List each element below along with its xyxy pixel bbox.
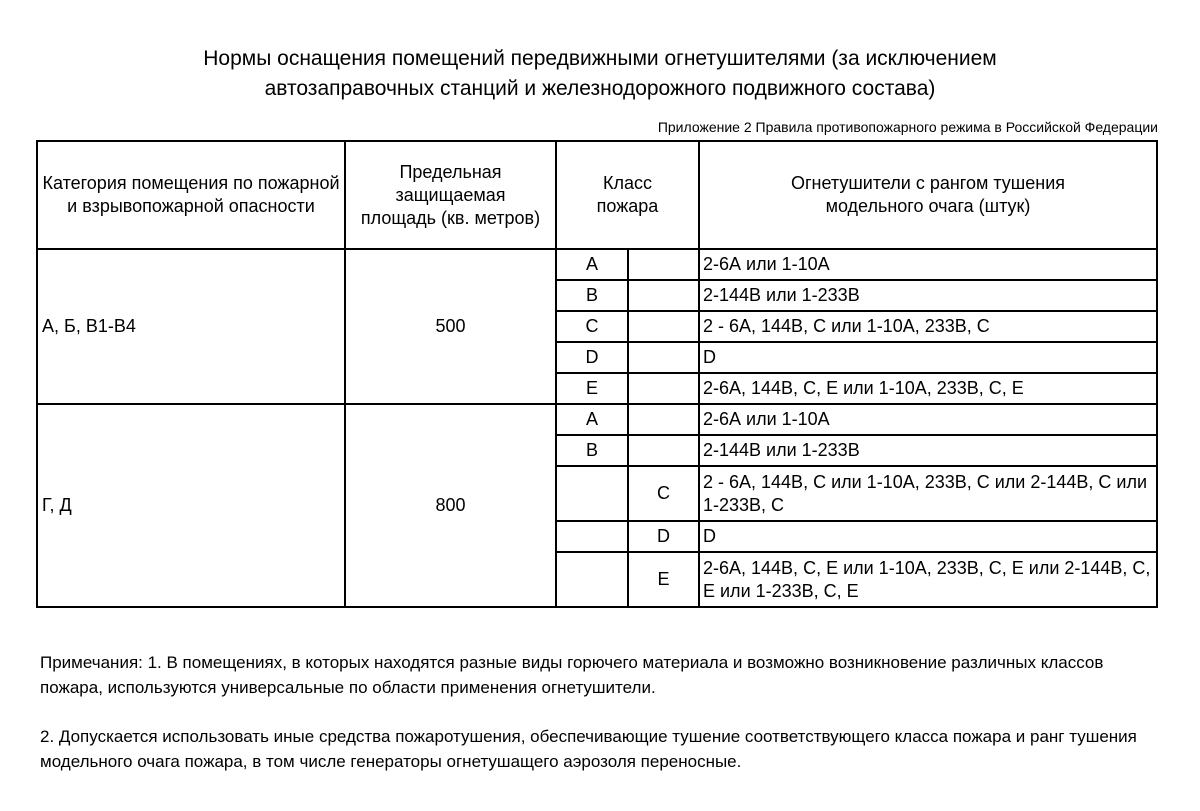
source-reference: Приложение 2 Правила противопожарного режима в Российской Федерации [657,119,1158,135]
empty-cell [628,404,699,435]
empty-cell [628,342,699,373]
fire-class-cell: D [556,342,628,373]
area-cell: 800 [345,404,556,607]
note-2: 2. Допускается использовать иные средства пожаротушения, обеспечивающие тушение соответствующего класса пожара и ранг тушения модельного очага пожара, в том числе генераторы огнетушащего аэрозоля переносные. [40,727,1137,771]
fire-class-cell: Е [556,373,628,404]
extinguisher-cell: 2-6А или 1-10А [699,404,1157,435]
note-1: Примечания: 1. В помещениях, в которых находятся разные виды горючего материала и возможно возникновение различных классов пожара, используются универсальные по области применения огнетушители. [40,653,1104,697]
fire-class-cell: А [556,404,628,435]
empty-cell [628,249,699,280]
empty-cell [628,280,699,311]
fire-class-cell: В [556,280,628,311]
empty-cell [628,373,699,404]
title-line-1: Нормы оснащения помещений передвижными огнетушителями (за исключением [203,47,997,70]
area-cell: 500 [345,249,556,404]
extinguisher-cell: 2-144В или 1-233В [699,435,1157,466]
category-cell: А, Б, В1-В4 [37,249,345,404]
fire-class-cell: Е [628,552,699,607]
empty-cell [628,311,699,342]
extinguisher-cell: 2-144В или 1-233В [699,280,1157,311]
header-fire-class: Класс пожара [556,141,699,249]
extinguisher-norms-table [36,140,1158,608]
fire-class-cell: D [628,521,699,552]
fire-class-cell: В [556,435,628,466]
extinguisher-cell: 2-6А, 144В, С, Е или 1-10А, 233В, С, Е [699,373,1157,404]
fire-class-cell: С [556,311,628,342]
header-extinguishers: Огнетушители с рангом тушения модельного очага (штук) [699,141,1157,249]
table-row [37,404,1157,435]
extinguisher-cell: D [699,342,1157,373]
table-row [37,249,1157,280]
extinguisher-cell: 2-6А или 1-10А [699,249,1157,280]
title-line-2: автозаправочных станций и железнодорожного подвижного состава) [264,77,936,100]
header-area: Предельная защищаемая площадь (кв. метров) [345,141,556,249]
fire-class-cell: С [628,466,699,521]
extinguisher-cell: 2 - 6А, 144В, С или 1-10А, 233В, С [699,311,1157,342]
page-title [0,44,1200,104]
empty-cell [556,521,628,552]
header-category: Категория помещения по пожарной и взрывопожарной опасности [37,141,345,249]
extinguisher-cell: 2-6А, 144В, С, Е или 1-10А, 233В, С, Е или 2-144В, С, Е или 1-233В, С, Е [699,552,1157,607]
category-cell: Г, Д [37,404,345,607]
extinguisher-cell: 2 - 6А, 144В, С или 1-10А, 233В, С или 2-144В, С или 1-233В, С [699,466,1157,521]
extinguisher-cell: D [699,521,1157,552]
fire-class-cell: А [556,249,628,280]
empty-cell [556,466,628,521]
empty-cell [628,435,699,466]
empty-cell [556,552,628,607]
table-header-row [37,141,1157,249]
